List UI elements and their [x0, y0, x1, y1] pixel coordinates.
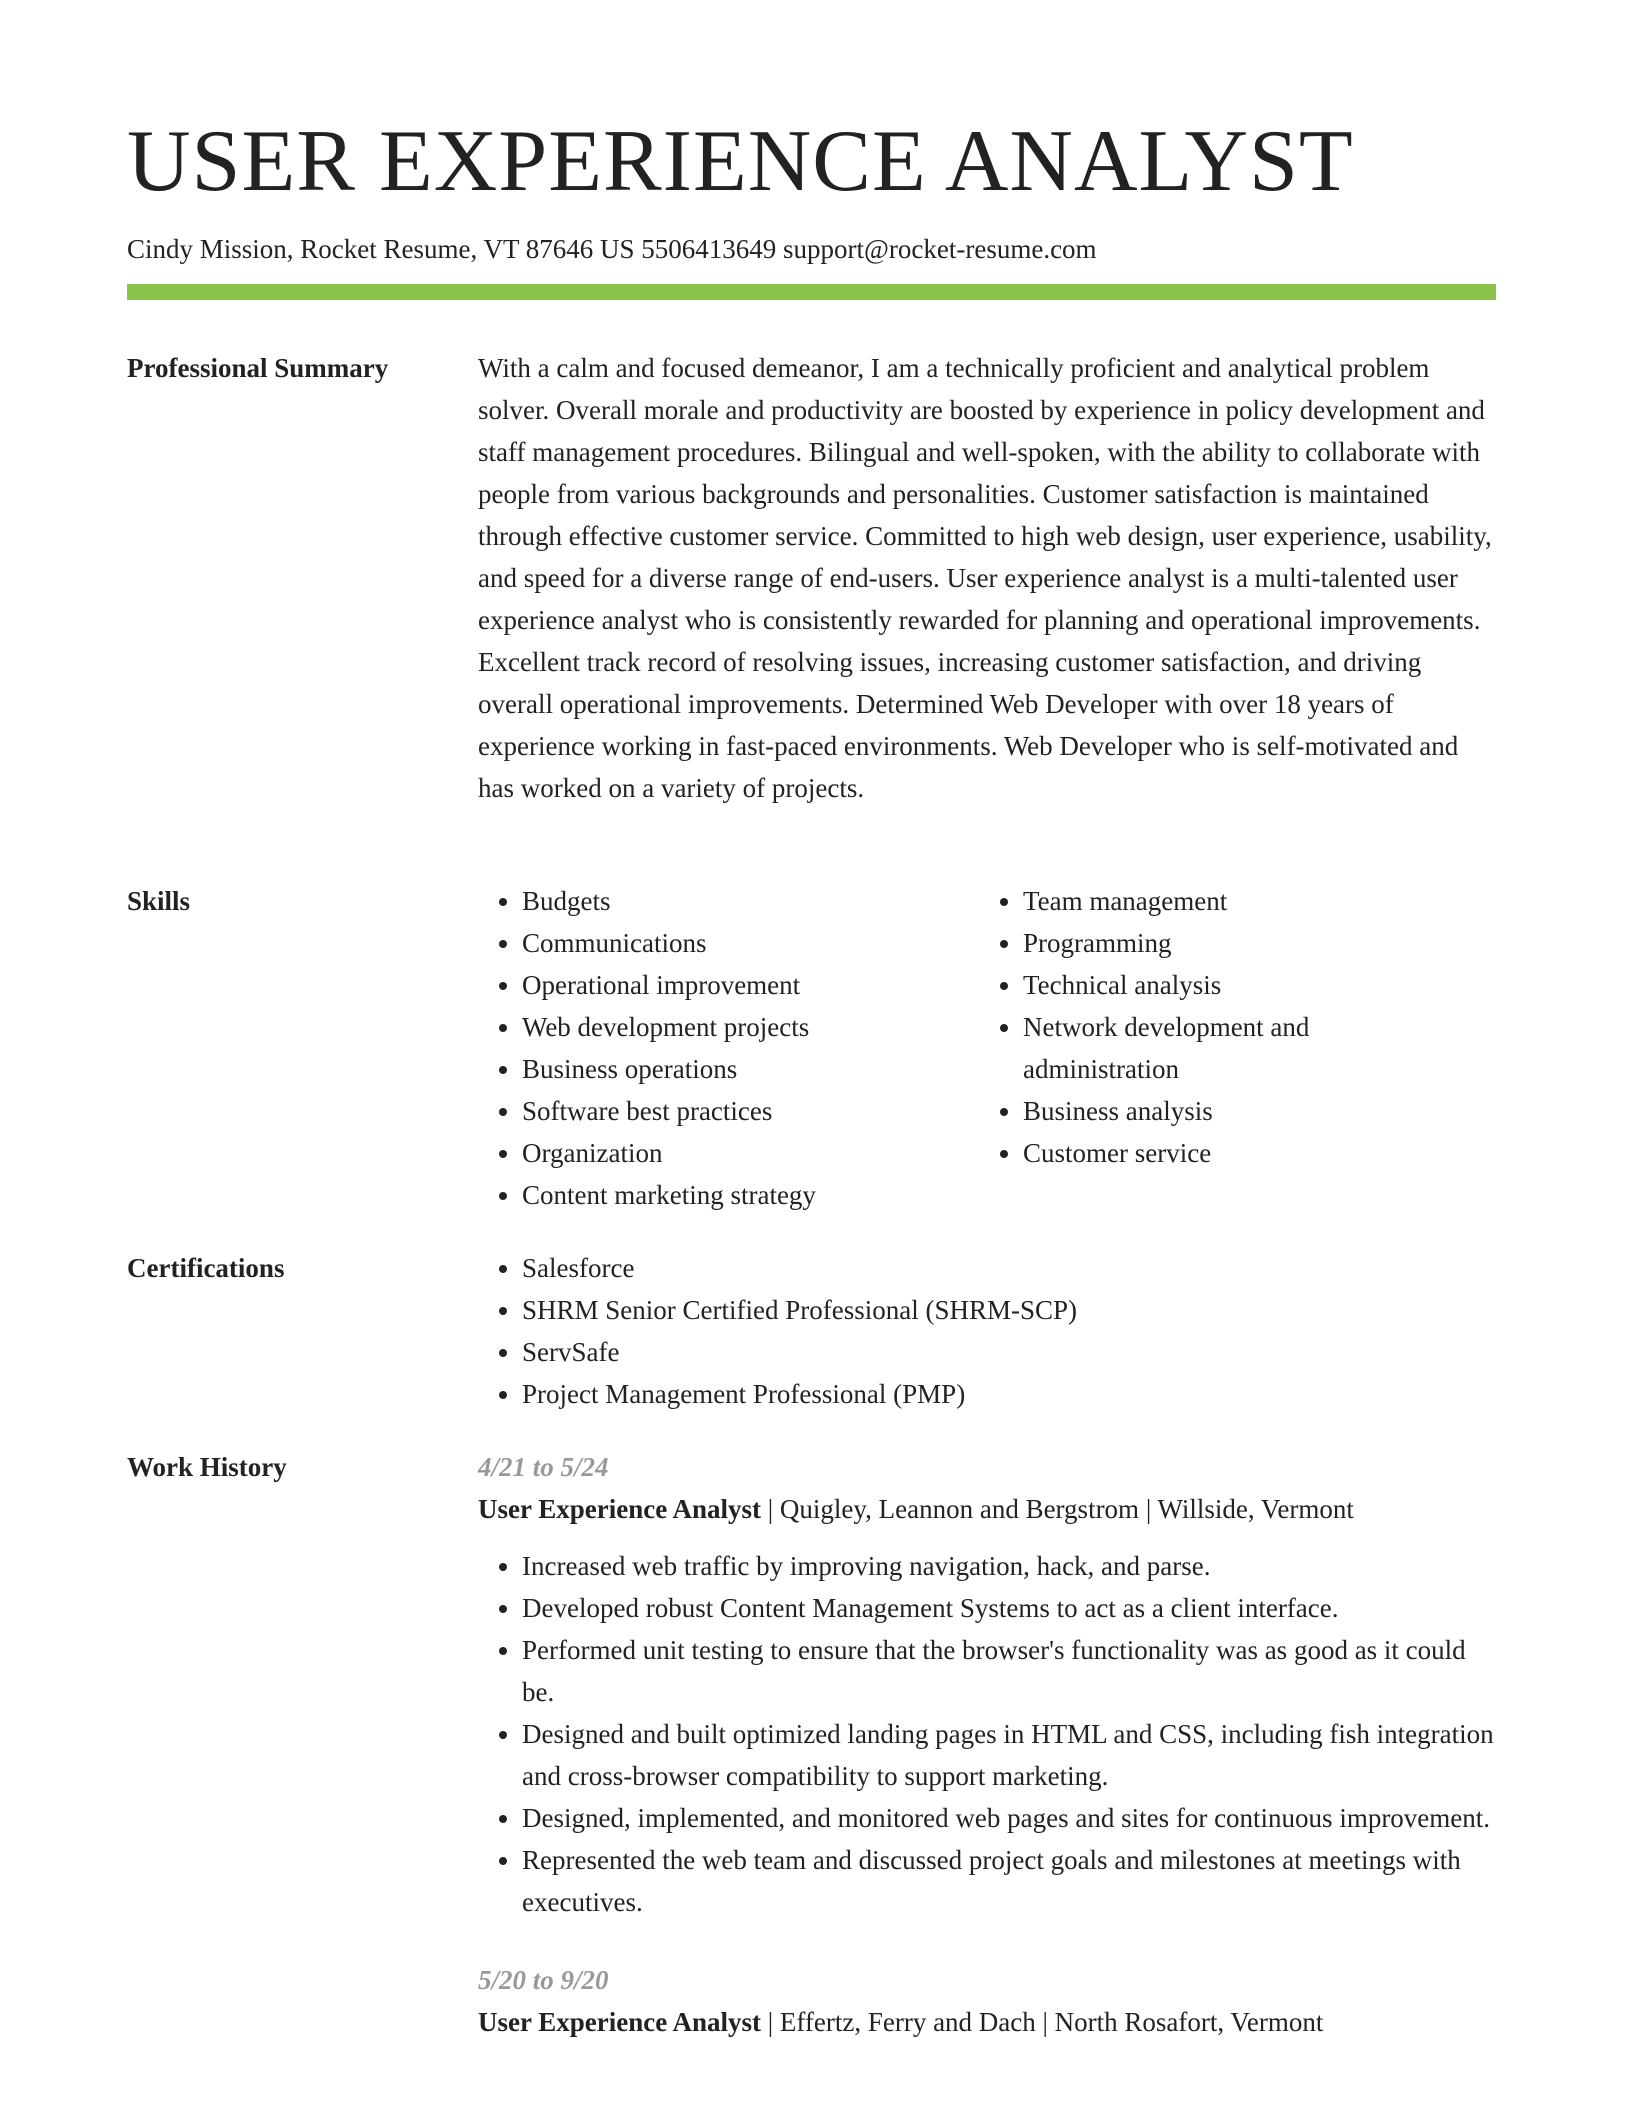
skill-item: • Technical analysis	[1023, 964, 1453, 1006]
skill-item: • Business analysis	[1023, 1090, 1453, 1132]
skills-list-left	[478, 880, 979, 1216]
certification-item: • SHRM Senior Certified Professional (SHRM-SCP)	[522, 1289, 1496, 1331]
skill-item: • Budgets	[522, 880, 979, 922]
certifications-list	[478, 1247, 1496, 1415]
job-dates: 5/20 to 9/20	[478, 1965, 609, 1995]
skill-item: • Operational improvement	[522, 964, 979, 1006]
certifications-heading: Certifications	[127, 1253, 285, 1283]
skill-item: • Customer service	[1023, 1132, 1453, 1174]
skill-item: • Content marketing strategy	[522, 1174, 979, 1216]
resume-title: USER EXPERIENCE ANALYST	[127, 113, 1354, 210]
accent-divider	[127, 284, 1496, 300]
job-bullets	[478, 1545, 1496, 1923]
skill-item: • Organization	[522, 1132, 979, 1174]
job-dates: 4/21 to 5/24	[478, 1452, 609, 1482]
job-header	[478, 1488, 1496, 1530]
skills-list-right	[979, 880, 1453, 1216]
job-bullet: • Represented the web team and discussed project goals and milestones at meetings with executives.	[522, 1839, 1496, 1923]
contact-line: Cindy Mission, Rocket Resume, VT 87646 US 5506413649 support@rocket-resume.com	[127, 234, 1097, 264]
job-entry	[478, 1959, 1496, 2043]
skills-heading: Skills	[127, 886, 191, 916]
certifications-body	[478, 1247, 1496, 1415]
certification-item: • Project Management Professional (PMP)	[522, 1373, 1496, 1415]
job-bullet: • Designed, implemented, and monitored web pages and sites for continuous improvement.	[522, 1797, 1496, 1839]
certification-item: • Salesforce	[522, 1247, 1496, 1289]
skill-item: • Network development and administration	[1023, 1006, 1453, 1090]
skill-item: • Web development projects	[522, 1006, 979, 1048]
summary-heading: Professional Summary	[127, 353, 389, 383]
work-history-body	[478, 1446, 1496, 2043]
skill-item: • Communications	[522, 922, 979, 964]
skills-body	[478, 880, 1496, 1216]
job-bullet: • Developed robust Content Management Systems to act as a client interface.	[522, 1587, 1496, 1629]
job-header	[478, 2001, 1496, 2043]
skill-item: • Programming	[1023, 922, 1453, 964]
certification-item: • ServSafe	[522, 1331, 1496, 1373]
summary-body	[478, 347, 1496, 809]
work-history-heading: Work History	[127, 1452, 287, 1482]
skill-item: • Business operations	[522, 1048, 979, 1090]
skill-item: • Team management	[1023, 880, 1453, 922]
summary-text: With a calm and focused demeanor, I am a technically proficient and analytical problem solver. Overall morale and productivity are boosted by experience in policy development and staff management procedures. Bilingual and well-spoken, with the ability to collaborate with people from various backgrounds and personalities. Customer satisfaction is maintained through effective customer service. Committed to high web design, user experience, usability, and speed for a diverse range of end-users. User experience analyst is a multi-talented user experience analyst who is consistently rewarded for planning and operational improvements. Excellent track record of resolving issues, increasing customer satisfaction, and driving overall operational improvements. Determined Web Developer with over 18 years of experience working in fast-paced environments. Web Developer who is self-motivated and has worked on a variety of projects.	[478, 353, 1492, 803]
job-entry	[478, 1446, 1496, 1923]
job-bullet: • Performed unit testing to ensure that the browser's functionality was as good as it could be.	[522, 1629, 1496, 1713]
skill-item: • Software best practices	[522, 1090, 979, 1132]
job-title: User Experience Analyst	[478, 1494, 761, 1524]
job-details: | Effertz, Ferry and Dach | North Rosafort, Vermont	[760, 2007, 1324, 2037]
job-bullet: • Increased web traffic by improving navigation, hack, and parse.	[522, 1545, 1496, 1587]
job-title: User Experience Analyst	[478, 2007, 761, 2037]
job-details: | Quigley, Leannon and Bergstrom | Willside, Vermont	[760, 1494, 1354, 1524]
job-bullet: • Designed and built optimized landing pages in HTML and CSS, including fish integration and cross-browser compatibility to support marketing.	[522, 1713, 1496, 1797]
